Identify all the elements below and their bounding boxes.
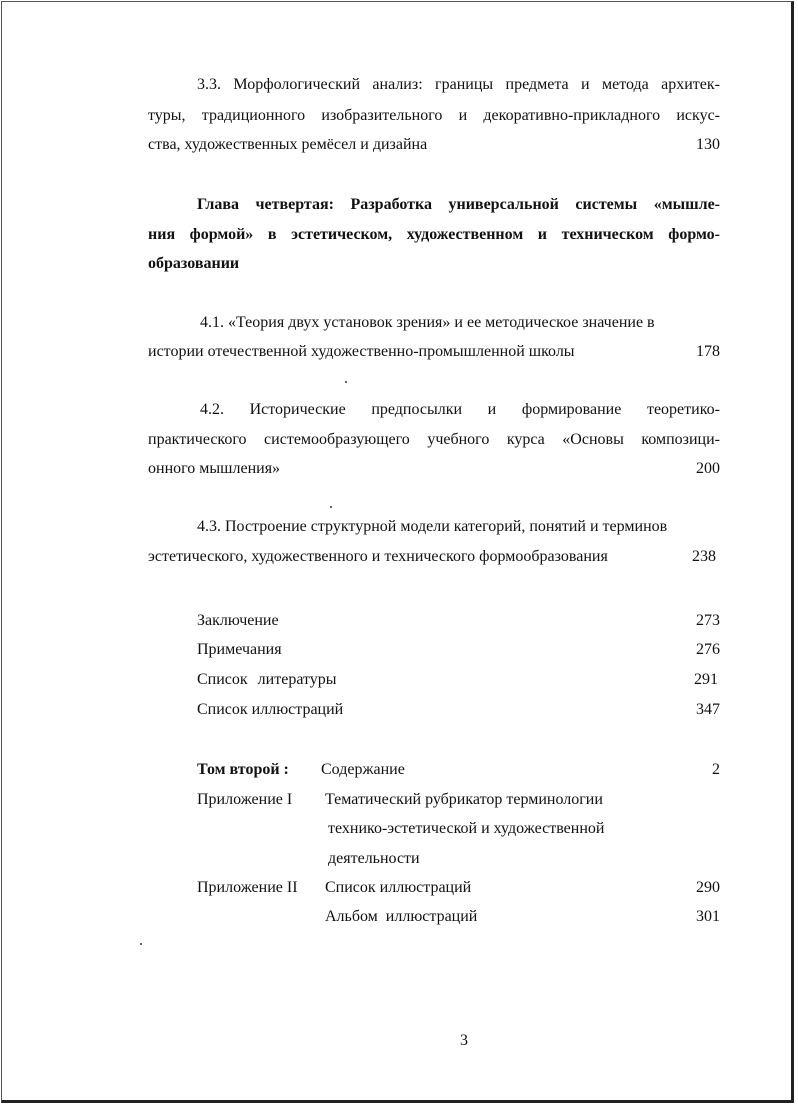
appendix-2-item-1: Список иллюстраций [325, 879, 472, 896]
chapter-4-line1: Глава четвертая: Разработка универсальной системы «мышле- [197, 196, 720, 213]
toc-4-2-page: 200 [696, 460, 720, 477]
back-matter-item [197, 611, 720, 631]
toc-4-3-line1: 4.3. Построение структурной модели категорий, понятий и терминов [197, 518, 668, 535]
appendix-1-title-line2: технико-эстетической и художественной [328, 820, 605, 837]
back-matter-page: 276 [696, 641, 720, 658]
appendix-2-item-2: Альбом иллюстраций [325, 908, 478, 925]
volume-2-heading: Том второй : [197, 761, 289, 778]
toc-4-3-page: 238 [692, 548, 716, 565]
appendix-1-title-line3: деятельности [328, 850, 420, 867]
back-matter-label: Примечания [197, 641, 282, 658]
chapter-4-line3: образовании [148, 255, 240, 272]
toc-4-2-line1: 4.2. Исторические предпосылки и формирование теоретико- [200, 401, 720, 418]
toc-3-3-line2: туры, традиционного изобразительного и декоративно-прикладного искус- [148, 107, 720, 124]
toc-4-1-line1: 4.1. «Теория двух установок зрения» и ее методическое значение в [200, 314, 655, 331]
back-matter-page: 291 [694, 671, 718, 688]
toc-3-3-page: 130 [696, 136, 720, 153]
back-matter-item [197, 640, 720, 660]
toc-4-1-line2 [148, 342, 720, 362]
toc-4-1-text: истории отечественной художественно-промышленной школы [148, 343, 575, 360]
volume-2-contents-label: Содержание [321, 761, 405, 778]
back-matter-label: Заключение [197, 612, 279, 629]
back-matter-label: Список литературы [197, 671, 337, 688]
appendix-2-item-1-page: 290 [696, 879, 720, 896]
toc-4-1-page: 178 [696, 343, 720, 360]
toc-3-3-text: ства, художественных ремёсел и дизайна [148, 136, 428, 153]
back-matter-item [197, 700, 720, 720]
back-matter-page: 347 [696, 701, 720, 718]
scan-speck [345, 381, 347, 383]
appendix-1-title-line1: Тематический рубрикатор терминологии [325, 791, 603, 808]
toc-3-3-line3 [148, 135, 720, 155]
toc-4-3-text: эстетического, художественного и технического формообразования [148, 548, 608, 565]
appendix-1-label: Приложение I [197, 791, 293, 808]
toc-4-2-text: онного мышления» [148, 460, 281, 477]
appendix-2-label: Приложение II [197, 879, 298, 896]
back-matter-item [197, 670, 720, 690]
chapter-4-line2: ния формой» в эстетическом, художественном и техническом формо- [148, 226, 720, 243]
back-matter-page: 273 [696, 612, 720, 629]
toc-3-3-line1: 3.3. Морфологический анализ: границы предмета и метода архитек- [197, 76, 720, 93]
toc-4-2-line3 [148, 459, 720, 479]
toc-4-2-line2: практического системообразующего учебного курса «Основы композици- [148, 431, 720, 448]
volume-2-contents-page: 2 [712, 761, 720, 778]
page-number: 3 [460, 1032, 468, 1049]
scan-speck [140, 943, 142, 945]
scan-speck [330, 506, 332, 508]
toc-4-3-line2 [148, 547, 720, 567]
back-matter-label: Список иллюстраций [197, 701, 344, 718]
appendix-2-item-2-page: 301 [696, 908, 720, 925]
